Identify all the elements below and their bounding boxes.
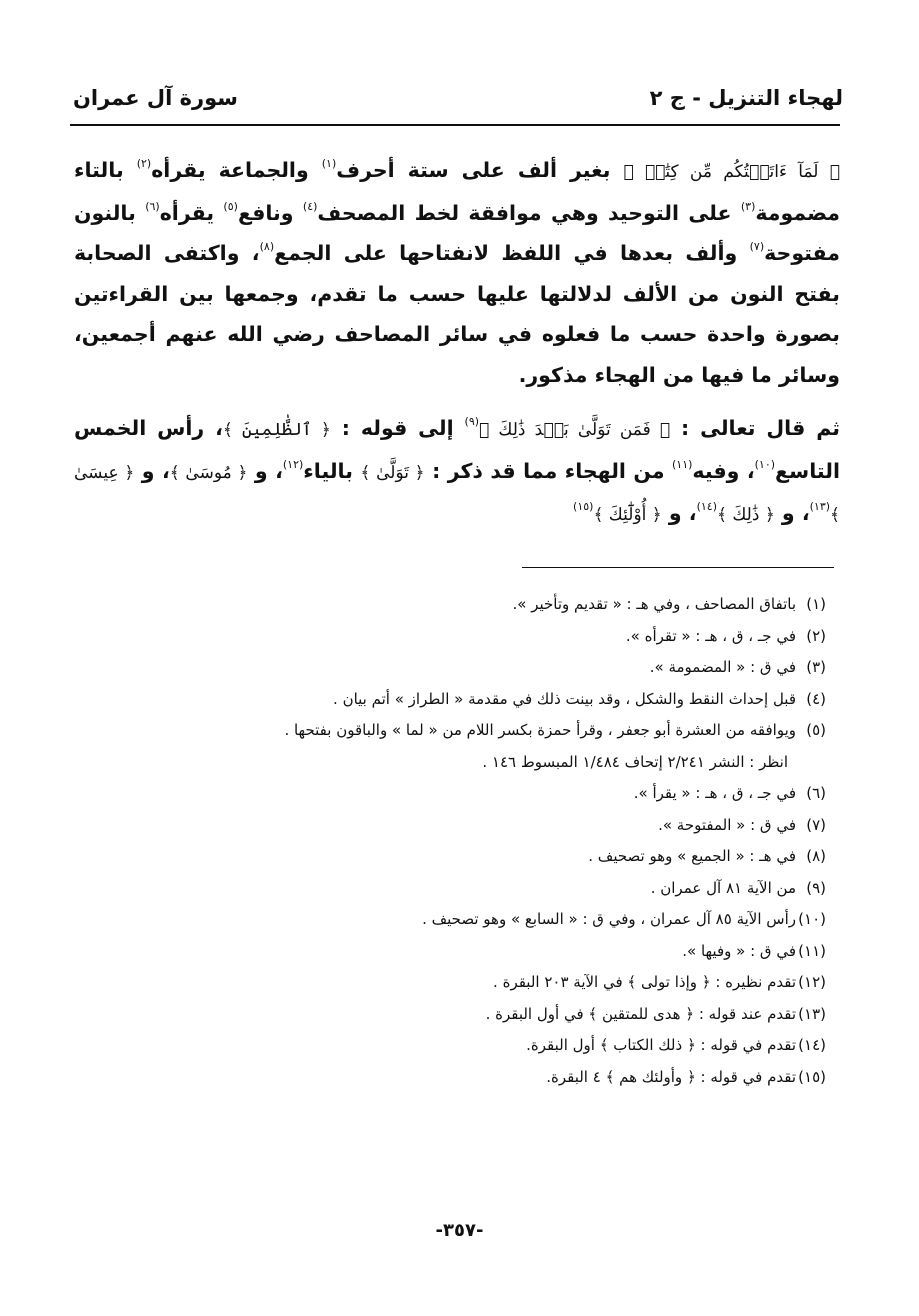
footnote-ref[interactable]: (٤)	[302, 199, 318, 213]
footnote-ref[interactable]: (١٢)	[282, 457, 304, 471]
footnote-number: (١٣)	[798, 1004, 826, 1023]
footnote-text: باتفاق المصاحف ، وفي هـ : « تقديم وتأخير ».	[512, 595, 796, 613]
text-run: على التوحيد وهي موافقة لخط المصحف	[317, 200, 741, 225]
footnote-ref[interactable]: (٨)	[259, 240, 275, 253]
page-number: -٣٥٧-	[435, 1220, 484, 1241]
footnote-ref[interactable]: (١)	[321, 157, 337, 170]
footnote	[126, 778, 826, 810]
footnote-number: (٨)	[806, 847, 826, 865]
footnote	[126, 1062, 826, 1094]
footnote-ref[interactable]: (١٥)	[573, 500, 594, 513]
footnote-number: (٢)	[806, 626, 826, 645]
footnote	[126, 841, 826, 873]
footnote-number: (١)	[806, 595, 826, 613]
book-title: لهجاء التنزيل - ج ٢	[649, 86, 843, 110]
text-run: بغير ألف على ستة أحرف	[336, 158, 624, 182]
footnote-text: في جـ ، ق ، هـ : « يقرأ ».	[633, 784, 796, 802]
text-run: بالنون مفتوحة	[74, 200, 840, 265]
quran-verse: ﴿ مُوسَىٰ ﴾	[169, 462, 248, 483]
quran-verse: ﴿ تَوَلَّىٰ ﴾	[360, 462, 425, 483]
footnote	[126, 1030, 826, 1062]
footnote-text: تقدم نظيره : ﴿ وإذا تولى ﴾ في الآية ٢٠٣ البقرة .	[493, 973, 796, 991]
footnote	[126, 936, 826, 968]
quran-verse: ﴿ أُوْلَٰٓئِكَ ﴾	[593, 505, 662, 525]
footnote-text: في ق : « المضمومة ».	[649, 658, 796, 676]
footnote-separator	[522, 567, 834, 568]
main-text	[74, 150, 840, 536]
quran-verse: ﴿ فَمَن تَوَلَّىٰ بَعۡدَ ذَٰلِكَ ﴾	[479, 420, 671, 440]
footnote-number: (١٢)	[798, 973, 826, 991]
text-run: بالتاء مضمومة	[74, 158, 840, 225]
footnote	[126, 715, 826, 747]
text-run: وألف بعدها في اللفظ لانفتاحها على الجمع	[274, 241, 750, 265]
footnote-number: (١٠)	[798, 910, 826, 928]
footnote-number: (٥)	[806, 721, 826, 739]
text-run: ، و	[774, 501, 810, 525]
footnote-ref[interactable]: (٩)	[464, 415, 480, 428]
footnote-text: في ق : « وفيها ».	[682, 941, 796, 960]
footnote-text: من الآية ٨١ آل عمران .	[650, 878, 796, 897]
text-run: ، و	[661, 501, 697, 525]
footnote-ref[interactable]: (١٤)	[696, 500, 717, 513]
footnote	[126, 999, 826, 1031]
paragraph-1	[74, 150, 840, 395]
footnote-number: (٣)	[806, 658, 826, 676]
footnote	[126, 589, 826, 621]
footnote-continuation: انظر : النشر ٢/٢٤١ إتحاف ١/٤٨٤ المبسوط ١٤٦ .	[482, 752, 788, 771]
paragraph-2	[74, 408, 840, 536]
footnote	[126, 652, 826, 684]
text-run: ثم قال تعالى :	[670, 416, 840, 440]
footnotes	[126, 589, 826, 1093]
footnote	[126, 810, 826, 842]
text-run: يقرأه	[159, 200, 224, 225]
text-run: إلى قوله :	[330, 416, 465, 440]
footnote	[126, 621, 826, 653]
footnote-ref[interactable]: (٥)	[223, 199, 238, 213]
text-run: ، وفيه	[692, 458, 755, 483]
footnote-text: رأس الآية ٨٥ آل عمران ، وفي ق : « السابع » وهو تصحيف .	[422, 910, 796, 928]
footnote-number: (٦)	[806, 784, 826, 802]
footnote-ref[interactable]: (١٣)	[809, 500, 831, 513]
footnote-text: تقدم في قوله : ﴿ ذلك الكتاب ﴾ أول البقرة.	[526, 1036, 796, 1054]
text-run: من الهجاء مما قد ذكر :	[424, 458, 672, 483]
text-run: ، و	[247, 458, 283, 483]
footnote-number: (٤)	[806, 689, 826, 708]
footnote-text: ويوافقه من العشرة أبو جعفر ، وقرأ حمزة بكسر اللام من « لما » والباقون بفتحها .	[284, 721, 796, 739]
footnote-number: (٧)	[806, 815, 826, 834]
quran-verse: ﴿ ذَٰلِكَ ﴾	[716, 505, 775, 525]
footnote-text: تقدم عند قوله : ﴿ هدى للمتقين ﴾ في أول البقرة .	[485, 1004, 796, 1023]
footnote-ref[interactable]: (٣)	[740, 199, 756, 213]
footnote-text: في هـ : « الجميع » وهو تصحيف .	[588, 847, 796, 865]
text-run: ونافع	[237, 200, 303, 225]
footnote-ref[interactable]: (٦)	[145, 199, 160, 213]
footnote-ref[interactable]: (١١)	[671, 457, 693, 471]
footnote-number: (٩)	[806, 878, 826, 897]
header-divider	[70, 124, 840, 126]
text-run: ، رأس الخمس التاسع	[74, 416, 841, 483]
footnote	[126, 967, 826, 999]
footnote-text: تقدم في قوله : ﴿ وأولئك هم ﴾ ٤ البقرة.	[546, 1067, 796, 1086]
text-run: والجماعة يقرأه	[151, 158, 322, 182]
footnote-ref[interactable]: (٢)	[136, 157, 152, 170]
text-run: ، و	[134, 458, 170, 483]
quran-verse: ﴿ لَمَآ ءَاتَيۡتُكُم مِّن كِتَٰبٖ ﴾	[623, 162, 840, 182]
footnote-text: في جـ ، ق ، هـ : « تقرأه ».	[625, 626, 796, 645]
footnote-number: (١٤)	[798, 1036, 826, 1054]
footnote	[126, 873, 826, 905]
surah-title: سورة آل عمران	[73, 86, 238, 110]
text-run: بالياء	[303, 458, 361, 483]
footnote	[126, 684, 826, 716]
footnote	[126, 904, 826, 936]
footnote-text: قبل إحداث النقط والشكل ، وقد بينت ذلك في مقدمة « الطراز » أتم بيان .	[333, 689, 796, 708]
quran-verse: ﴿ عِيسَىٰ ﴾	[74, 462, 840, 525]
quran-verse: ﴿ ٱلظَّٰلِمِينَ ﴾	[222, 420, 331, 440]
footnote-text: في ق : « المفتوحة ».	[658, 815, 796, 834]
footnote-ref[interactable]: (٧)	[749, 240, 765, 253]
text-run: ، واكتفى الصحابة بفتح النون من الألف لدلالتها عليها حسب ما تقدم، وجمعها بين القراءتين بصورة واحدة حسب ما فعلوه في سائر المصاحف رضي الله عنهم أجمعين، وسائر ما فيها من الهجاء مذكور.	[74, 241, 840, 387]
footnote-number: (١٥)	[798, 1067, 826, 1086]
footnote-number: (١١)	[798, 941, 826, 960]
footnote-ref[interactable]: (١٠)	[754, 457, 776, 471]
